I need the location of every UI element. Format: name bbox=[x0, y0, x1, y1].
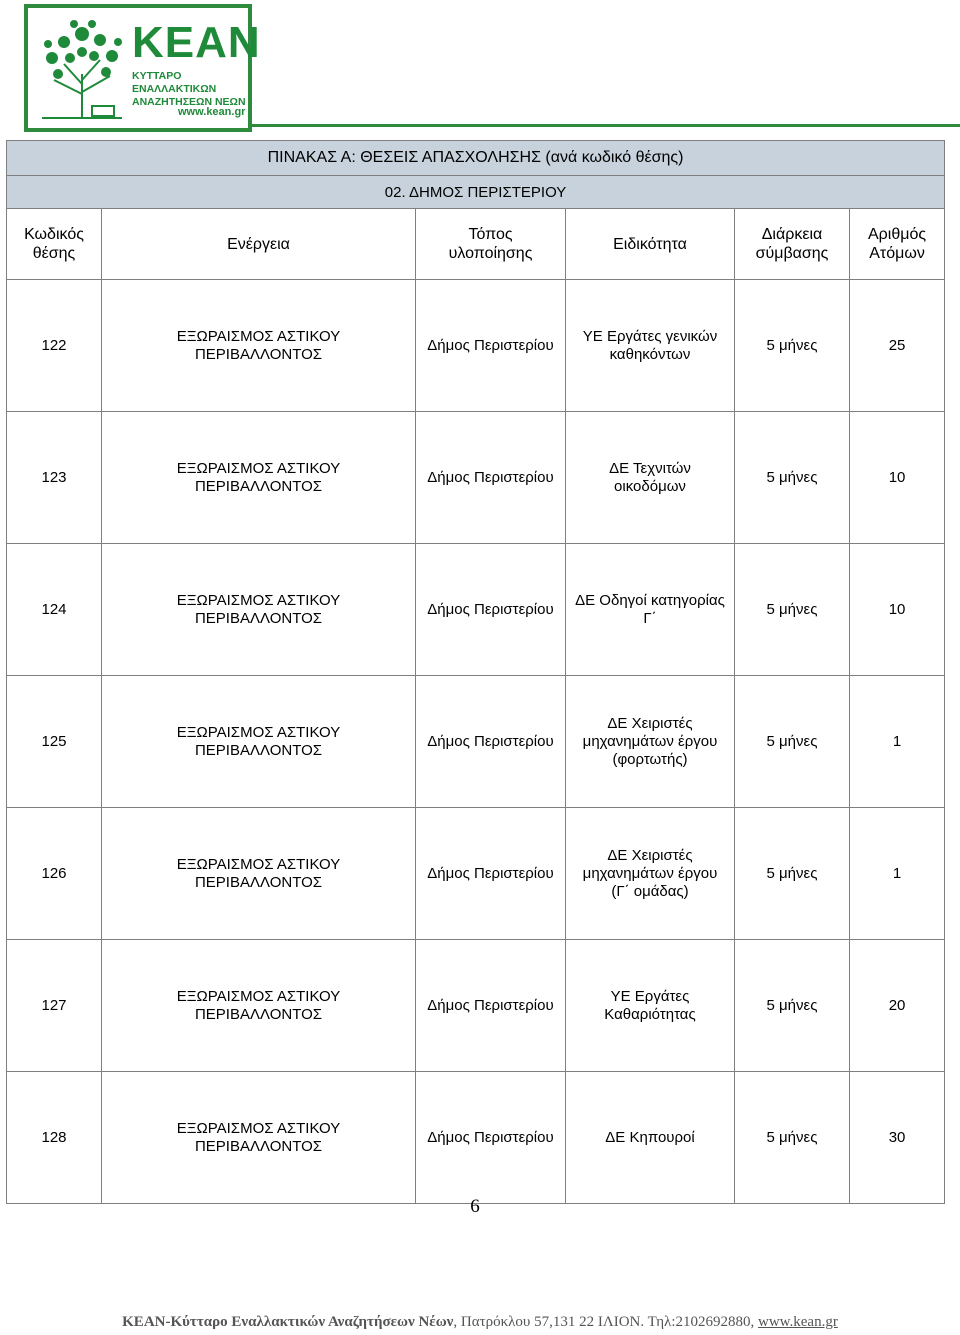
cell-count: 20 bbox=[850, 940, 945, 1072]
cell-code: 123 bbox=[7, 412, 102, 544]
cell-line: ΠΕΡΙΒΑΛΛΟΝΤΟΣ bbox=[194, 741, 323, 759]
cell-line: (Γ΄ ομάδας) bbox=[611, 882, 689, 900]
cell-duration: 5 μήνες bbox=[735, 412, 850, 544]
cell-specialty bbox=[566, 808, 735, 940]
cell-code: 126 bbox=[7, 808, 102, 940]
cell-line: ΔΕ Κηπουροί bbox=[605, 1128, 695, 1146]
cell-code: 125 bbox=[7, 676, 102, 808]
cell-line: ΠΕΡΙΒΑΛΛΟΝΤΟΣ bbox=[194, 609, 323, 627]
cell-count: 30 bbox=[850, 1072, 945, 1204]
cell-code: 124 bbox=[7, 544, 102, 676]
cell-place: Δήμος Περιστερίου bbox=[416, 412, 566, 544]
cell-code: 127 bbox=[7, 940, 102, 1072]
logo-url: www.kean.gr bbox=[178, 106, 246, 118]
header-line: Αριθμός bbox=[868, 226, 927, 243]
column-header-code bbox=[7, 209, 102, 280]
cell-line: ΠΕΡΙΒΑΛΛΟΝΤΟΣ bbox=[194, 1137, 323, 1155]
cell-line: ΕΞΩΡΑΙΣΜΟΣ ΑΣΤΙΚΟΥ bbox=[176, 987, 341, 1005]
column-header-specialty bbox=[566, 209, 735, 280]
header-line: Ατόμων bbox=[869, 245, 925, 262]
cell-code: 122 bbox=[7, 280, 102, 412]
cell-duration: 5 μήνες bbox=[735, 280, 850, 412]
cell-action bbox=[102, 280, 416, 412]
table-title: ΠΙΝΑΚΑΣ Α: ΘΕΣΕΙΣ ΑΠΑΣΧΟΛΗΣΗΣ (ανά κωδικό θέσης) bbox=[7, 141, 945, 176]
footer-brand: ΚΕΑΝ-Κύτταρο Εναλλακτικών Αναζητήσεων Νέων bbox=[122, 1314, 454, 1330]
cell-line: ΕΞΩΡΑΙΣΜΟΣ ΑΣΤΙΚΟΥ bbox=[176, 459, 341, 477]
logo-title: KEAN bbox=[132, 18, 261, 67]
header-line: Ειδικότητα bbox=[613, 235, 687, 253]
cell-action bbox=[102, 940, 416, 1072]
cell-line: ΕΞΩΡΑΙΣΜΟΣ ΑΣΤΙΚΟΥ bbox=[176, 723, 341, 741]
cell-duration: 5 μήνες bbox=[735, 544, 850, 676]
cell-count: 1 bbox=[850, 676, 945, 808]
cell-action bbox=[102, 412, 416, 544]
cell-line: ΕΞΩΡΑΙΣΜΟΣ ΑΣΤΙΚΟΥ bbox=[176, 855, 341, 873]
cell-duration: 5 μήνες bbox=[735, 808, 850, 940]
table-row bbox=[7, 1072, 945, 1204]
cell-action bbox=[102, 676, 416, 808]
header-line: υλοποίησης bbox=[448, 245, 533, 262]
cell-code: 128 bbox=[7, 1072, 102, 1204]
cell-specialty bbox=[566, 280, 735, 412]
cell-line: Γ΄ bbox=[643, 609, 657, 627]
cell-specialty bbox=[566, 676, 735, 808]
cell-count: 10 bbox=[850, 544, 945, 676]
cell-line: καθηκόντων bbox=[609, 345, 691, 363]
cell-line: μηχανημάτων έργου bbox=[582, 732, 718, 750]
table-row bbox=[7, 808, 945, 940]
cell-line: ΥΕ Εργάτες bbox=[610, 987, 690, 1005]
cell-action bbox=[102, 808, 416, 940]
cell-duration: 5 μήνες bbox=[735, 1072, 850, 1204]
header-line: Διάρκεια bbox=[761, 226, 823, 243]
cell-duration: 5 μήνες bbox=[735, 676, 850, 808]
cell-line: μηχανημάτων έργου bbox=[582, 864, 718, 882]
table-row bbox=[7, 676, 945, 808]
cell-line: ΠΕΡΙΒΑΛΛΟΝΤΟΣ bbox=[194, 873, 323, 891]
cell-line: ΕΞΩΡΑΙΣΜΟΣ ΑΣΤΙΚΟΥ bbox=[176, 1119, 341, 1137]
header-rule bbox=[252, 124, 960, 127]
column-header-action bbox=[102, 209, 416, 280]
cell-line: ΠΕΡΙΒΑΛΛΟΝΤΟΣ bbox=[194, 345, 323, 363]
cell-line: οικοδόμων bbox=[614, 477, 686, 495]
table-subtitle: 02. ΔΗΜΟΣ ΠΕΡΙΣΤΕΡΙΟΥ bbox=[7, 176, 945, 209]
cell-specialty bbox=[566, 544, 735, 676]
cell-line: ΔΕ Χειριστές bbox=[607, 846, 693, 864]
cell-action bbox=[102, 544, 416, 676]
column-header-count bbox=[850, 209, 945, 280]
cell-line: Καθαριότητας bbox=[604, 1005, 696, 1023]
cell-place: Δήμος Περιστερίου bbox=[416, 1072, 566, 1204]
kean-logo bbox=[24, 4, 261, 132]
page-number: 6 bbox=[470, 1196, 480, 1217]
page-footer bbox=[0, 1314, 960, 1331]
cell-line: ΕΞΩΡΑΙΣΜΟΣ ΑΣΤΙΚΟΥ bbox=[176, 327, 341, 345]
cell-count: 1 bbox=[850, 808, 945, 940]
footer-link[interactable]: www.kean.gr bbox=[758, 1314, 838, 1330]
table-row bbox=[7, 940, 945, 1072]
cell-place: Δήμος Περιστερίου bbox=[416, 808, 566, 940]
cell-specialty bbox=[566, 940, 735, 1072]
table-row bbox=[7, 280, 945, 412]
cell-line: ΠΕΡΙΒΑΛΛΟΝΤΟΣ bbox=[194, 477, 323, 495]
cell-line: ΔΕ Οδηγοί κατηγορίας bbox=[575, 591, 725, 609]
table-row bbox=[7, 544, 945, 676]
cell-line: ΔΕ Χειριστές bbox=[607, 714, 693, 732]
header-line: θέσης bbox=[32, 245, 76, 262]
column-header-place bbox=[416, 209, 566, 280]
logo-subtitle-line2: ΑΝΑΖΗΤΗΣΕΩΝ ΝΕΩΝ bbox=[132, 96, 246, 108]
tree-icon bbox=[34, 14, 130, 126]
cell-action bbox=[102, 1072, 416, 1204]
cell-specialty bbox=[566, 1072, 735, 1204]
cell-specialty bbox=[566, 412, 735, 544]
column-header-duration bbox=[735, 209, 850, 280]
header-line: Τόπος bbox=[468, 226, 513, 243]
header-line: Κωδικός bbox=[24, 226, 84, 243]
cell-line: ΕΞΩΡΑΙΣΜΟΣ ΑΣΤΙΚΟΥ bbox=[176, 591, 341, 609]
cell-line: ΠΕΡΙΒΑΛΛΟΝΤΟΣ bbox=[194, 1005, 323, 1023]
table-header-row bbox=[7, 209, 945, 280]
logo-subtitle bbox=[132, 70, 248, 109]
cell-line: ΔΕ Τεχνιτών bbox=[609, 459, 691, 477]
cell-place: Δήμος Περιστερίου bbox=[416, 280, 566, 412]
table-row bbox=[7, 412, 945, 544]
logo-subtitle-line1: ΚΥΤΤΑΡΟ ΕΝΑΛΛΑΚΤΙΚΩΝ bbox=[132, 70, 217, 95]
header-line: Ενέργεια bbox=[227, 235, 290, 253]
cell-duration: 5 μήνες bbox=[735, 940, 850, 1072]
cell-place: Δήμος Περιστερίου bbox=[416, 544, 566, 676]
cell-line: ΥΕ Εργάτες γενικών bbox=[582, 327, 718, 345]
cell-count: 25 bbox=[850, 280, 945, 412]
footer-address: , Πατρόκλου 57,131 22 ΙΛΙΟΝ. Τηλ:2102692880, bbox=[453, 1314, 758, 1330]
positions-table bbox=[6, 140, 945, 1204]
header-line: σύμβασης bbox=[755, 245, 829, 262]
cell-line: (φορτωτής) bbox=[612, 750, 688, 768]
cell-place: Δήμος Περιστερίου bbox=[416, 940, 566, 1072]
cell-place: Δήμος Περιστερίου bbox=[416, 676, 566, 808]
cell-count: 10 bbox=[850, 412, 945, 544]
